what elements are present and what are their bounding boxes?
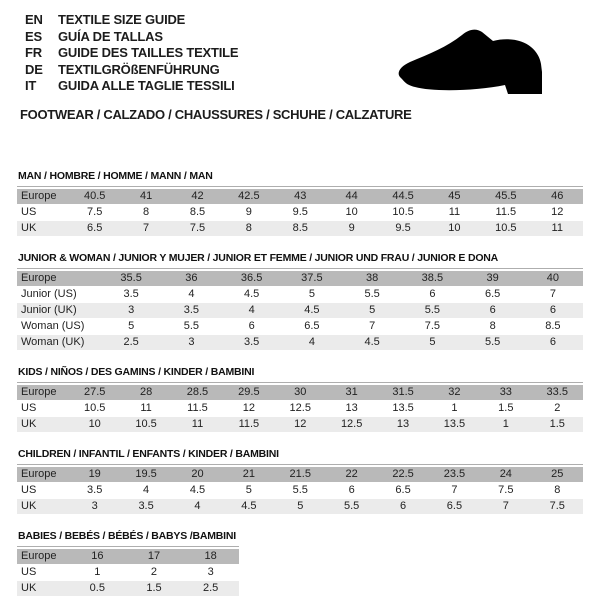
language-row [25,29,238,46]
size-table-title: JUNIOR & WOMAN / JUNIOR Y MUJER / JUNIOR ET FEMME / JUNIOR UND FRAU / JUNIOR E DONA [18,252,499,264]
row-label: Europe [17,467,69,483]
size-cell: 11 [429,205,480,221]
row-label: Junior (US) [17,287,101,303]
size-table-row [17,221,583,237]
size-cell: 1.5 [480,401,531,417]
size-cell: 21.5 [275,467,326,483]
size-cell: 10.5 [69,401,120,417]
size-cell: 3.5 [69,483,120,499]
size-cell: 1 [69,565,126,581]
size-cell: 6.5 [69,221,120,237]
size-cell: 45 [429,189,480,205]
size-cell: 7 [523,287,583,303]
size-cell: 28 [120,385,171,401]
size-cell: 7 [120,221,171,237]
size-cell: 5 [402,335,462,351]
size-cell: 6 [523,335,583,351]
size-cell: 4.5 [222,287,282,303]
row-label: US [17,565,69,581]
size-cell: 3.5 [161,303,221,319]
size-table-row [17,467,583,483]
size-cell: 4 [172,499,223,515]
size-cell: 20 [172,467,223,483]
size-table-row [17,401,583,417]
size-cell: 19 [69,467,120,483]
size-cell: 3 [182,565,239,581]
size-cell: 0.5 [69,581,126,597]
size-cell: 8 [463,319,523,335]
size-table-row [17,205,583,221]
size-cell: 33.5 [532,385,583,401]
row-label: US [17,483,69,499]
size-cell: 39 [463,271,523,287]
size-cell: 7.5 [532,499,583,515]
language-row [25,12,238,29]
size-cell: 37.5 [282,271,342,287]
size-cell: 7 [429,483,480,499]
language-text: GUIDA ALLE TAGLIE TESSILI [58,78,235,93]
size-cell: 4 [222,303,282,319]
size-cell: 5.5 [161,319,221,335]
size-cell: 23.5 [429,467,480,483]
size-cell: 22.5 [377,467,428,483]
size-cell: 8 [223,221,274,237]
language-row [25,45,238,62]
size-cell: 38.5 [402,271,462,287]
row-label: Woman (UK) [17,335,101,351]
size-cell: 25 [532,467,583,483]
size-cell: 30 [275,385,326,401]
size-cell: 5.5 [275,483,326,499]
size-table-row [17,335,583,351]
page-header [0,0,600,170]
table-top-rule [17,546,239,547]
size-cell: 3.5 [120,499,171,515]
size-cell: 4 [282,335,342,351]
row-label: UK [17,221,69,237]
size-cell: 12 [532,205,583,221]
size-cell: 41 [120,189,171,205]
size-cell: 36 [161,271,221,287]
size-cell: 7.5 [69,205,120,221]
size-cell: 9.5 [275,205,326,221]
size-cell: 11.5 [172,401,223,417]
size-cell: 10 [69,417,120,433]
size-cell: 4.5 [223,499,274,515]
size-table-title: CHILDREN / INFANTIL / ENFANTS / KINDER / BAMBINI [18,448,279,460]
size-cell: 17 [126,549,183,565]
size-cell: 22 [326,467,377,483]
size-cell: 31.5 [377,385,428,401]
size-tables [17,170,583,597]
table-top-rule [17,268,583,269]
size-cell: 8.5 [523,319,583,335]
size-cell: 11 [532,221,583,237]
size-cell: 1.5 [532,417,583,433]
size-cell: 13.5 [377,401,428,417]
language-code: ES [25,28,42,44]
size-table-grid [17,549,239,597]
size-cell: 27.5 [69,385,120,401]
row-label: Junior (UK) [17,303,101,319]
size-cell: 42.5 [223,189,274,205]
size-cell: 6.5 [377,483,428,499]
size-cell: 2.5 [101,335,161,351]
size-cell: 7 [480,499,531,515]
size-table-section [17,366,583,433]
size-table-section [17,252,583,351]
size-cell: 46 [532,189,583,205]
size-cell: 1.5 [126,581,183,597]
size-cell: 13 [377,417,428,433]
size-cell: 7.5 [172,221,223,237]
size-cell: 1 [429,401,480,417]
row-label: US [17,401,69,417]
size-cell: 10 [326,205,377,221]
size-cell: 6 [377,499,428,515]
size-cell: 9 [326,221,377,237]
size-cell: 7.5 [480,483,531,499]
language-row [25,62,238,79]
size-table-row [17,549,239,565]
size-cell: 6.5 [429,499,480,515]
language-text: TEXTILE SIZE GUIDE [58,12,186,27]
size-table-title: MAN / HOMBRE / HOMME / MANN / MAN [18,170,213,182]
size-table-grid [17,385,583,433]
size-cell: 1 [480,417,531,433]
size-cell: 12.5 [326,417,377,433]
size-cell: 13 [326,401,377,417]
size-table-row [17,385,583,401]
size-table-row [17,565,239,581]
row-label: Europe [17,385,69,401]
row-label: US [17,205,69,221]
size-cell: 38 [342,271,402,287]
size-cell: 4.5 [282,303,342,319]
size-cell: 9 [223,205,274,221]
size-cell: 6.5 [282,319,342,335]
size-cell: 11.5 [480,205,531,221]
size-cell: 12 [223,401,274,417]
size-cell: 11.5 [223,417,274,433]
size-cell: 6 [463,303,523,319]
size-table-section [17,448,583,515]
size-cell: 3.5 [222,335,282,351]
size-cell: 3 [161,335,221,351]
size-cell: 5 [223,483,274,499]
size-cell: 11 [172,417,223,433]
size-cell: 11 [120,401,171,417]
size-table-row [17,303,583,319]
size-cell: 10.5 [377,205,428,221]
size-cell: 19.5 [120,467,171,483]
size-table-row [17,287,583,303]
size-cell: 40 [523,271,583,287]
size-cell: 13.5 [429,417,480,433]
size-cell: 4.5 [172,483,223,499]
size-table-grid [17,467,583,515]
size-table-row [17,499,583,515]
size-cell: 8.5 [275,221,326,237]
row-label: UK [17,499,69,515]
table-top-rule [17,382,583,383]
size-cell: 10.5 [480,221,531,237]
table-top-rule [17,186,583,187]
dress-shoe-icon [396,28,574,97]
size-cell: 6 [326,483,377,499]
language-code: FR [25,45,42,60]
size-cell: 5 [282,287,342,303]
row-label: Europe [17,189,69,205]
size-cell: 29.5 [223,385,274,401]
size-cell: 5.5 [402,303,462,319]
language-text: GUIDE DES TAILLES TEXTILE [58,45,239,60]
size-cell: 7.5 [402,319,462,335]
size-cell: 5.5 [326,499,377,515]
size-cell: 4 [161,287,221,303]
language-text: TEXTILGRÖßENFÜHRUNG [58,61,220,77]
language-text: GUÍA DE TALLAS [58,28,163,44]
size-cell: 24 [480,467,531,483]
size-cell: 5 [342,303,402,319]
size-table-title: KIDS / NIÑOS / DES GAMINS / KINDER / BAMBINI [18,366,255,378]
size-table-grid [17,189,583,237]
size-cell: 3 [101,303,161,319]
size-cell: 40.5 [69,189,120,205]
row-label: Woman (US) [17,319,101,335]
language-code: EN [25,12,43,27]
size-cell: 32 [429,385,480,401]
size-cell: 2 [532,401,583,417]
size-cell: 28.5 [172,385,223,401]
language-list [25,12,238,95]
size-cell: 2 [126,565,183,581]
row-label: Europe [17,271,101,287]
table-top-rule [17,464,583,465]
size-cell: 21 [223,467,274,483]
size-cell: 16 [69,549,126,565]
size-cell: 35.5 [101,271,161,287]
size-table-row [17,417,583,433]
size-cell: 2.5 [182,581,239,597]
size-cell: 10.5 [120,417,171,433]
size-cell: 4.5 [342,335,402,351]
size-table-section [17,530,583,597]
size-cell: 6 [222,319,282,335]
size-cell: 5.5 [342,287,402,303]
size-table-row [17,483,583,499]
size-cell: 8 [532,483,583,499]
size-cell: 8 [120,205,171,221]
language-code: DE [25,61,43,77]
size-cell: 3.5 [101,287,161,303]
size-cell: 5.5 [463,335,523,351]
size-cell: 45.5 [480,189,531,205]
size-table-row [17,271,583,287]
size-table-row [17,581,239,597]
size-cell: 9.5 [377,221,428,237]
size-cell: 43 [275,189,326,205]
size-cell: 12 [275,417,326,433]
row-label: UK [17,581,69,597]
size-cell: 10 [429,221,480,237]
size-table-title: BABIES / BEBÉS / BÉBÉS / BABYS /BAMBINI [18,530,236,542]
row-label: UK [17,417,69,433]
size-cell: 12.5 [275,401,326,417]
size-cell: 8.5 [172,205,223,221]
size-table-section [17,170,583,237]
size-table-row [17,189,583,205]
size-cell: 36.5 [222,271,282,287]
size-cell: 6.5 [463,287,523,303]
size-cell: 5 [101,319,161,335]
size-cell: 3 [69,499,120,515]
language-row [25,78,238,95]
size-cell: 5 [275,499,326,515]
size-cell: 44.5 [377,189,428,205]
size-cell: 31 [326,385,377,401]
size-cell: 44 [326,189,377,205]
size-cell: 6 [402,287,462,303]
size-cell: 4 [120,483,171,499]
size-table-grid [17,271,583,351]
size-cell: 6 [523,303,583,319]
language-code: IT [25,78,37,93]
size-cell: 42 [172,189,223,205]
size-cell: 18 [182,549,239,565]
size-cell: 33 [480,385,531,401]
size-table-row [17,319,583,335]
category-title: FOOTWEAR / CALZADO / CHAUSSURES / SCHUHE / CALZATURE [20,107,412,122]
size-cell: 7 [342,319,402,335]
row-label: Europe [17,549,69,565]
